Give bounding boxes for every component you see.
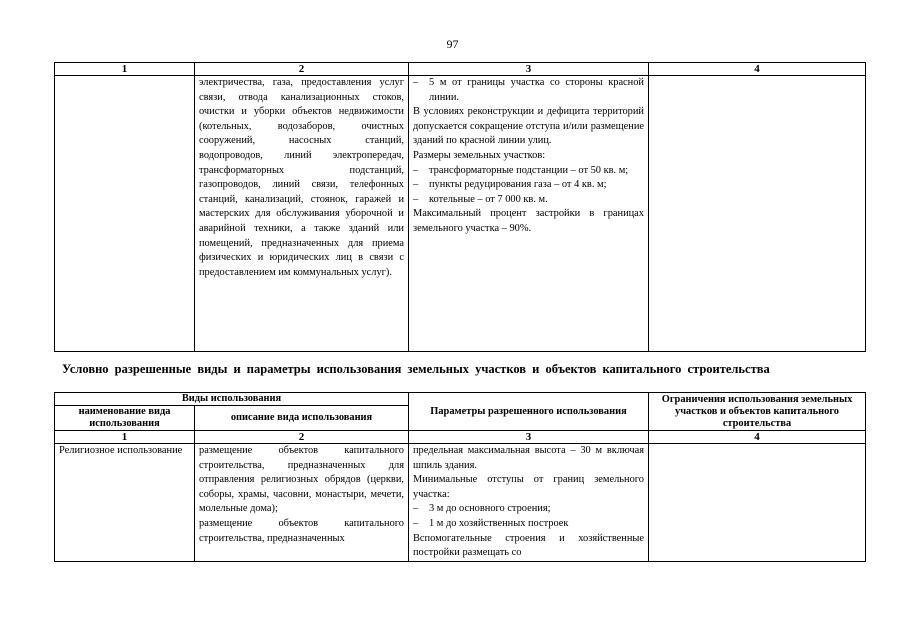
page-number: 97	[446, 37, 459, 51]
dash-bullet: –	[413, 193, 419, 205]
list-item-text: 3 м до основного строения;	[429, 503, 551, 515]
column-number: 2	[195, 63, 409, 76]
cell-name	[55, 76, 195, 352]
header-parameters: Параметры разрешенного использования	[409, 393, 649, 431]
dash-bullet: –	[413, 164, 419, 176]
cell-parameters	[409, 76, 649, 352]
column-number: 3	[409, 63, 649, 76]
header-group: Виды использования	[55, 393, 409, 406]
column-number: 4	[649, 431, 866, 444]
dash-bullet: –	[413, 517, 419, 529]
cell-restrictions	[649, 76, 866, 352]
section-heading: Условно разрешенные виды и параметры использования земельных участков и объектов капитального строительства	[62, 362, 770, 376]
list-item-text: пункты редуцирования газа – от 4 кв. м;	[429, 179, 607, 191]
dash-bullet: –	[413, 179, 419, 191]
table-continued	[54, 62, 866, 352]
parameter-text: Размеры земельных участков:	[413, 149, 546, 161]
list-item	[413, 178, 644, 193]
list-item	[413, 502, 644, 517]
table-conditional-uses	[54, 392, 866, 562]
table-row	[55, 76, 866, 352]
dash-bullet: –	[413, 77, 419, 88]
list-item	[413, 517, 644, 532]
parameter-text: Вспомогательные строения и хозяйственные постройки размещать со	[413, 532, 644, 559]
description-text: электричества, газа, предоставления услуг связи, отвода канализационных стоков, очистки и уборки объектов недвижимости (котельных, водозаборов, очистных сооружений, насосных станций, водопроводов, линий электропередач, трансформаторных подстанций, газопроводов, линий связи, телефонных станций, канализаций, стоянок, гаражей и мастерских для обслуживания уборочной и аварийной техники, а также зданий или помещений, предназначенных для приема физических и юридических лиц в связи с предоставлением им коммунальных услуг).	[199, 77, 404, 278]
header-name: наименование вида использования	[55, 406, 195, 431]
cell-description	[195, 444, 409, 562]
parameter-text: В условиях реконструкции и дефицита территорий допускается сокращение отступа и/или размещение зданий по красной линии улиц.	[413, 106, 644, 147]
column-number: 3	[409, 431, 649, 444]
table-row	[55, 444, 866, 562]
cell-parameters	[409, 444, 649, 562]
column-number: 2	[195, 431, 409, 444]
column-number-row	[55, 431, 866, 444]
column-number: 4	[649, 63, 866, 76]
cell-description	[195, 76, 409, 352]
cell-name: Религиозное использование	[55, 444, 195, 562]
column-number: 1	[55, 63, 195, 76]
parameter-text: Минимальные отступы от границ земельного участка:	[413, 474, 644, 500]
parameter-text: Максимальный процент застройки в границах земельного участка – 90%.	[413, 208, 644, 234]
list-item-text: трансформаторные подстанции – от 50 кв. м;	[429, 164, 629, 176]
list-item-text: 5 м от границы участка со стороны красной линии.	[429, 77, 644, 103]
header-description: описание вида использования	[195, 406, 409, 431]
dash-bullet: –	[413, 503, 419, 515]
parameter-text: предельная максимальная высота – 30 м включая шпиль здания.	[413, 445, 644, 471]
list-item	[413, 193, 644, 208]
column-number: 1	[55, 431, 195, 444]
header-row	[55, 393, 866, 406]
description-text: размещение объектов капитального строительства, предназначенных	[199, 517, 404, 544]
list-item	[413, 76, 644, 105]
column-number-row	[55, 63, 866, 76]
list-item	[413, 164, 644, 179]
list-item-text: котельные – от 7 000 кв. м.	[429, 193, 548, 205]
description-text: размещение объектов капитального строительства, предназначенных для отправления религиозных обрядов (церкви, соборы, храмы, часовни, монастыри, мечети, молельные дома);	[199, 445, 404, 515]
cell-restrictions	[649, 444, 866, 562]
header-restrictions: Ограничения использования земельных участков и объектов капитального строительства	[649, 393, 866, 431]
list-item-text: 1 м до хозяйственных построек	[429, 517, 569, 529]
